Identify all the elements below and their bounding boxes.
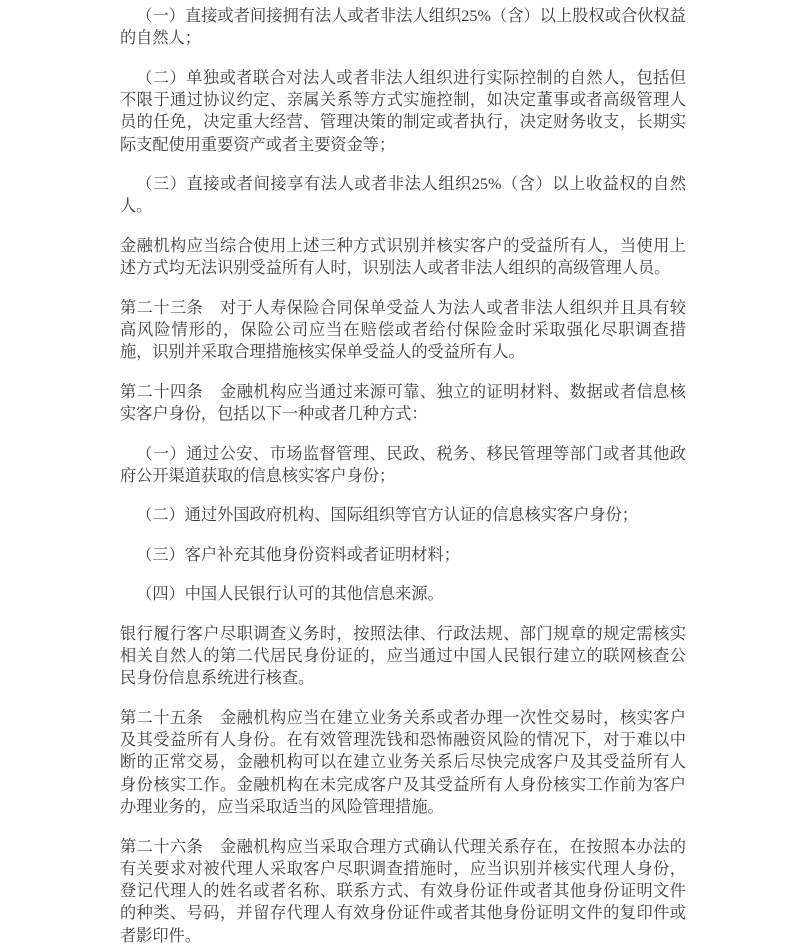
paragraph-beneficial-owner-item-1: （一）直接或者间接拥有法人或者非法人组织25%（含）以上股权或合伙权益的自然人；	[120, 7, 686, 48]
paragraph-article-24-item-2: （二）通过外国政府机构、国际组织等官方认证的信息核实客户身份；	[136, 506, 638, 525]
paragraph-beneficial-owner-item-2: （二）单独或者联合对法人或者非法人组织进行实际控制的自然人，包括但不限于通过协议约定、亲属关系等方式实施控制，如决定董事或者高级管理人员的任免，决定重大经营、管理决策的制定或者执行，决定财务收支，长期实际支配使用重要资产或者主要资金等；	[120, 68, 686, 154]
paragraph-article-24-item-3: （三）客户补充其他身份资料或者证明材料；	[136, 545, 460, 564]
paragraph-article-24-item-1: （一）通过公安、市场监督管理、民政、税务、移民管理等部门或者其他政府公开渠道获取的信息核实客户身份；	[120, 444, 686, 485]
paragraph-beneficial-owner-item-3: （三）直接或者间接享有法人或者非法人组织25%（含）以上收益权的自然人。	[120, 175, 686, 216]
paragraph-article-26: 第二十六条 金融机构应当采取合理方式确认代理关系存在，在按照本办法的有关要求对被代理人采取客户尽职调查措施时，应当识别并核实代理人身份，登记代理人的姓名或者名称、联系方式、有效身份证件或者其他身份证明文件的种类、号码，并留存代理人有效身份证件或者其他身份证明文件的复印件或者影印件。	[120, 837, 686, 945]
paragraph-article-25: 第二十五条 金融机构应当在建立业务关系或者办理一次性交易时，核实客户及其受益所有人身份。在有效管理洗钱和恐怖融资风险的情况下，对于难以中断的正常交易，金融机构可以在建立业务关系后尽快完成客户及其受益所有人身份核实工作。金融机构在未完成客户及其受益所有人身份核实工作前为客户办理业务的，应当采取适当的风险管理措施。	[120, 708, 686, 817]
paragraph-beneficial-owner-summary: 金融机构应当综合使用上述三种方式识别并核实客户的受益所有人，当使用上述方式均无法识别受益所有人时，识别法人或者非法人组织的高级管理人员。	[120, 236, 686, 278]
paragraph-bank-id-verification: 银行履行客户尽职调查义务时，按照法律、行政法规、部门规章的规定需核实相关自然人的第二代居民身份证的，应当通过中国人民银行建立的联网核查公民身份信息系统进行核查。	[120, 624, 686, 688]
paragraph-article-23: 第二十三条 对于人寿保险合同保单受益人为法人或者非法人组织并且具有较高风险情形的，保险公司应当在赔偿或者给付保险金时采取强化尽职调查措施，识别并采取合理措施核实保单受益人的受益所有人。	[120, 298, 686, 362]
paragraph-article-24: 第二十四条 金融机构应当通过来源可靠、独立的证明材料、数据或者信息核实客户身份，包括以下一种或者几种方式：	[120, 382, 686, 424]
paragraph-article-24-item-4: （四）中国人民银行认可的其他信息来源。	[136, 585, 444, 604]
